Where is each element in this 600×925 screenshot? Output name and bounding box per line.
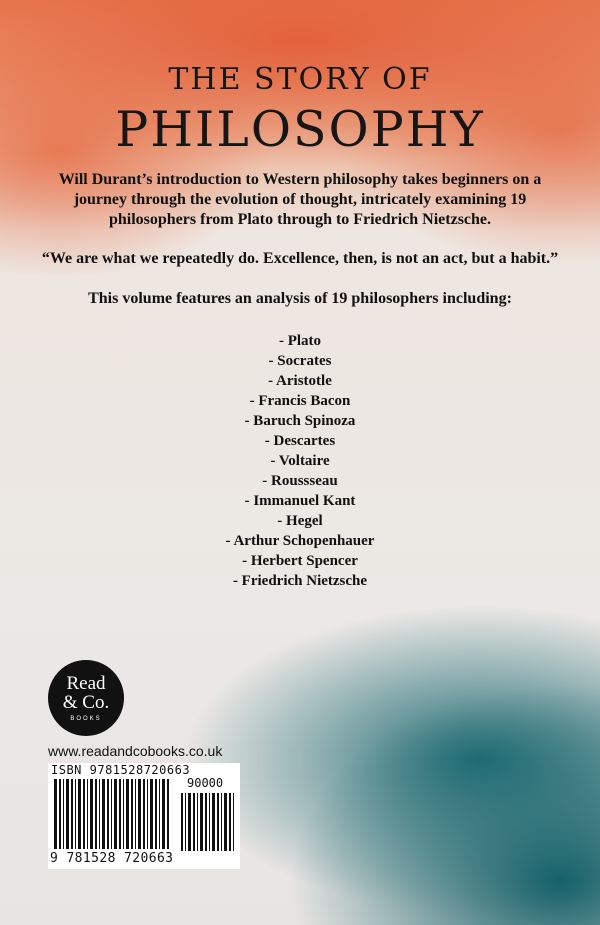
barcode-bar: [111, 779, 112, 849]
barcode-bar: [102, 779, 105, 849]
barcode-bar: [224, 793, 227, 851]
barcode-bar: [167, 779, 169, 849]
barcode-main-bars: [54, 779, 172, 849]
logo-text-co: & Co.: [62, 692, 110, 713]
philosopher-list: [0, 331, 600, 591]
barcode-addon-number: 90000: [187, 776, 224, 790]
barcode-bar: [95, 779, 97, 849]
barcode-bar: [78, 779, 81, 849]
barcode-bar: [63, 779, 64, 849]
barcode-bar: [131, 779, 133, 849]
philosopher-item: - Arthur Schopenhauer: [225, 533, 375, 549]
philosopher-item: - Socrates: [268, 353, 332, 369]
publisher-url: www.readandcobooks.co.uk: [48, 743, 223, 759]
barcode-bar: [99, 779, 100, 849]
barcode-bar: [209, 793, 210, 851]
barcode-bar: [162, 779, 165, 849]
barcode-bar: [217, 793, 219, 851]
barcode-bar: [212, 793, 215, 851]
barcode-bar: [126, 779, 129, 849]
barcode-bar: [107, 779, 109, 849]
philosopher-item: - Voltaire: [270, 453, 330, 469]
barcode-bar: [123, 779, 124, 849]
barcode-bar: [233, 793, 234, 851]
barcode-bar: [221, 793, 222, 851]
barcode-bar: [155, 779, 157, 849]
barcode: [48, 763, 240, 869]
barcode-bar: [75, 779, 76, 849]
logo-text-books: BOOKS: [70, 716, 102, 722]
barcode-bar: [143, 779, 145, 849]
philosopher-item: - Roussseau: [262, 473, 338, 489]
barcode-bar: [193, 793, 195, 851]
philosopher-item: - Herbert Spencer: [242, 553, 358, 569]
barcode-bar: [150, 779, 153, 849]
barcode-bar: [87, 779, 88, 849]
philosopher-item: - Friedrich Nietzsche: [232, 573, 368, 589]
philosopher-item: - Aristotle: [268, 373, 332, 389]
blurb-intro: Will Durant’s introduction to Western philosophy takes beginners on a journey through the evolution of thought, intricately examining 19 philosophers from Plato through to Friedrich Nietzsche.: [58, 171, 542, 228]
philosopher-item: - Immanuel Kant: [244, 493, 356, 509]
barcode-bar: [181, 793, 183, 851]
barcode-bar: [114, 779, 117, 849]
barcode-bar: [138, 779, 141, 849]
barcode-bar: [71, 779, 73, 849]
barcode-bar: [59, 779, 61, 849]
barcode-bar: [205, 793, 207, 851]
isbn-digits: 9 781528 720663: [50, 851, 174, 866]
barcode-bar: [229, 793, 231, 851]
philosopher-item: - Hegel: [277, 513, 323, 529]
barcode-bar: [90, 779, 93, 849]
logo-text-read: Read: [66, 673, 106, 694]
barcode-bar: [200, 793, 203, 851]
philosopher-item: - Baruch Spinoza: [244, 413, 356, 429]
barcode-bar: [185, 793, 186, 851]
barcode-bar: [83, 779, 85, 849]
barcode-bar: [159, 779, 160, 849]
barcode-bar: [147, 779, 148, 849]
philosopher-list-intro: This volume features an analysis of 19 philosophers including:: [88, 290, 512, 307]
barcode-bar: [54, 779, 57, 849]
book-title-line-1: THE STORY OF: [168, 62, 432, 97]
philosopher-item: - Descartes: [264, 433, 336, 449]
publisher-logo: [48, 660, 124, 736]
philosopher-item: - Plato: [278, 333, 322, 349]
barcode-bar: [197, 793, 198, 851]
isbn-label: ISBN 9781528720663: [51, 763, 191, 777]
barcode-bar: [66, 779, 69, 849]
barcode-addon-bars: [181, 793, 237, 851]
barcode-bar: [188, 793, 191, 851]
philosopher-item: - Francis Bacon: [249, 393, 351, 409]
barcode-bar: [135, 779, 136, 849]
blurb-quote: “We are what we repeatedly do. Excellence, then, is not an act, but a habit.”: [41, 250, 559, 267]
barcode-bar: [119, 779, 121, 849]
book-title-line-2: PHILOSOPHY: [115, 101, 485, 158]
